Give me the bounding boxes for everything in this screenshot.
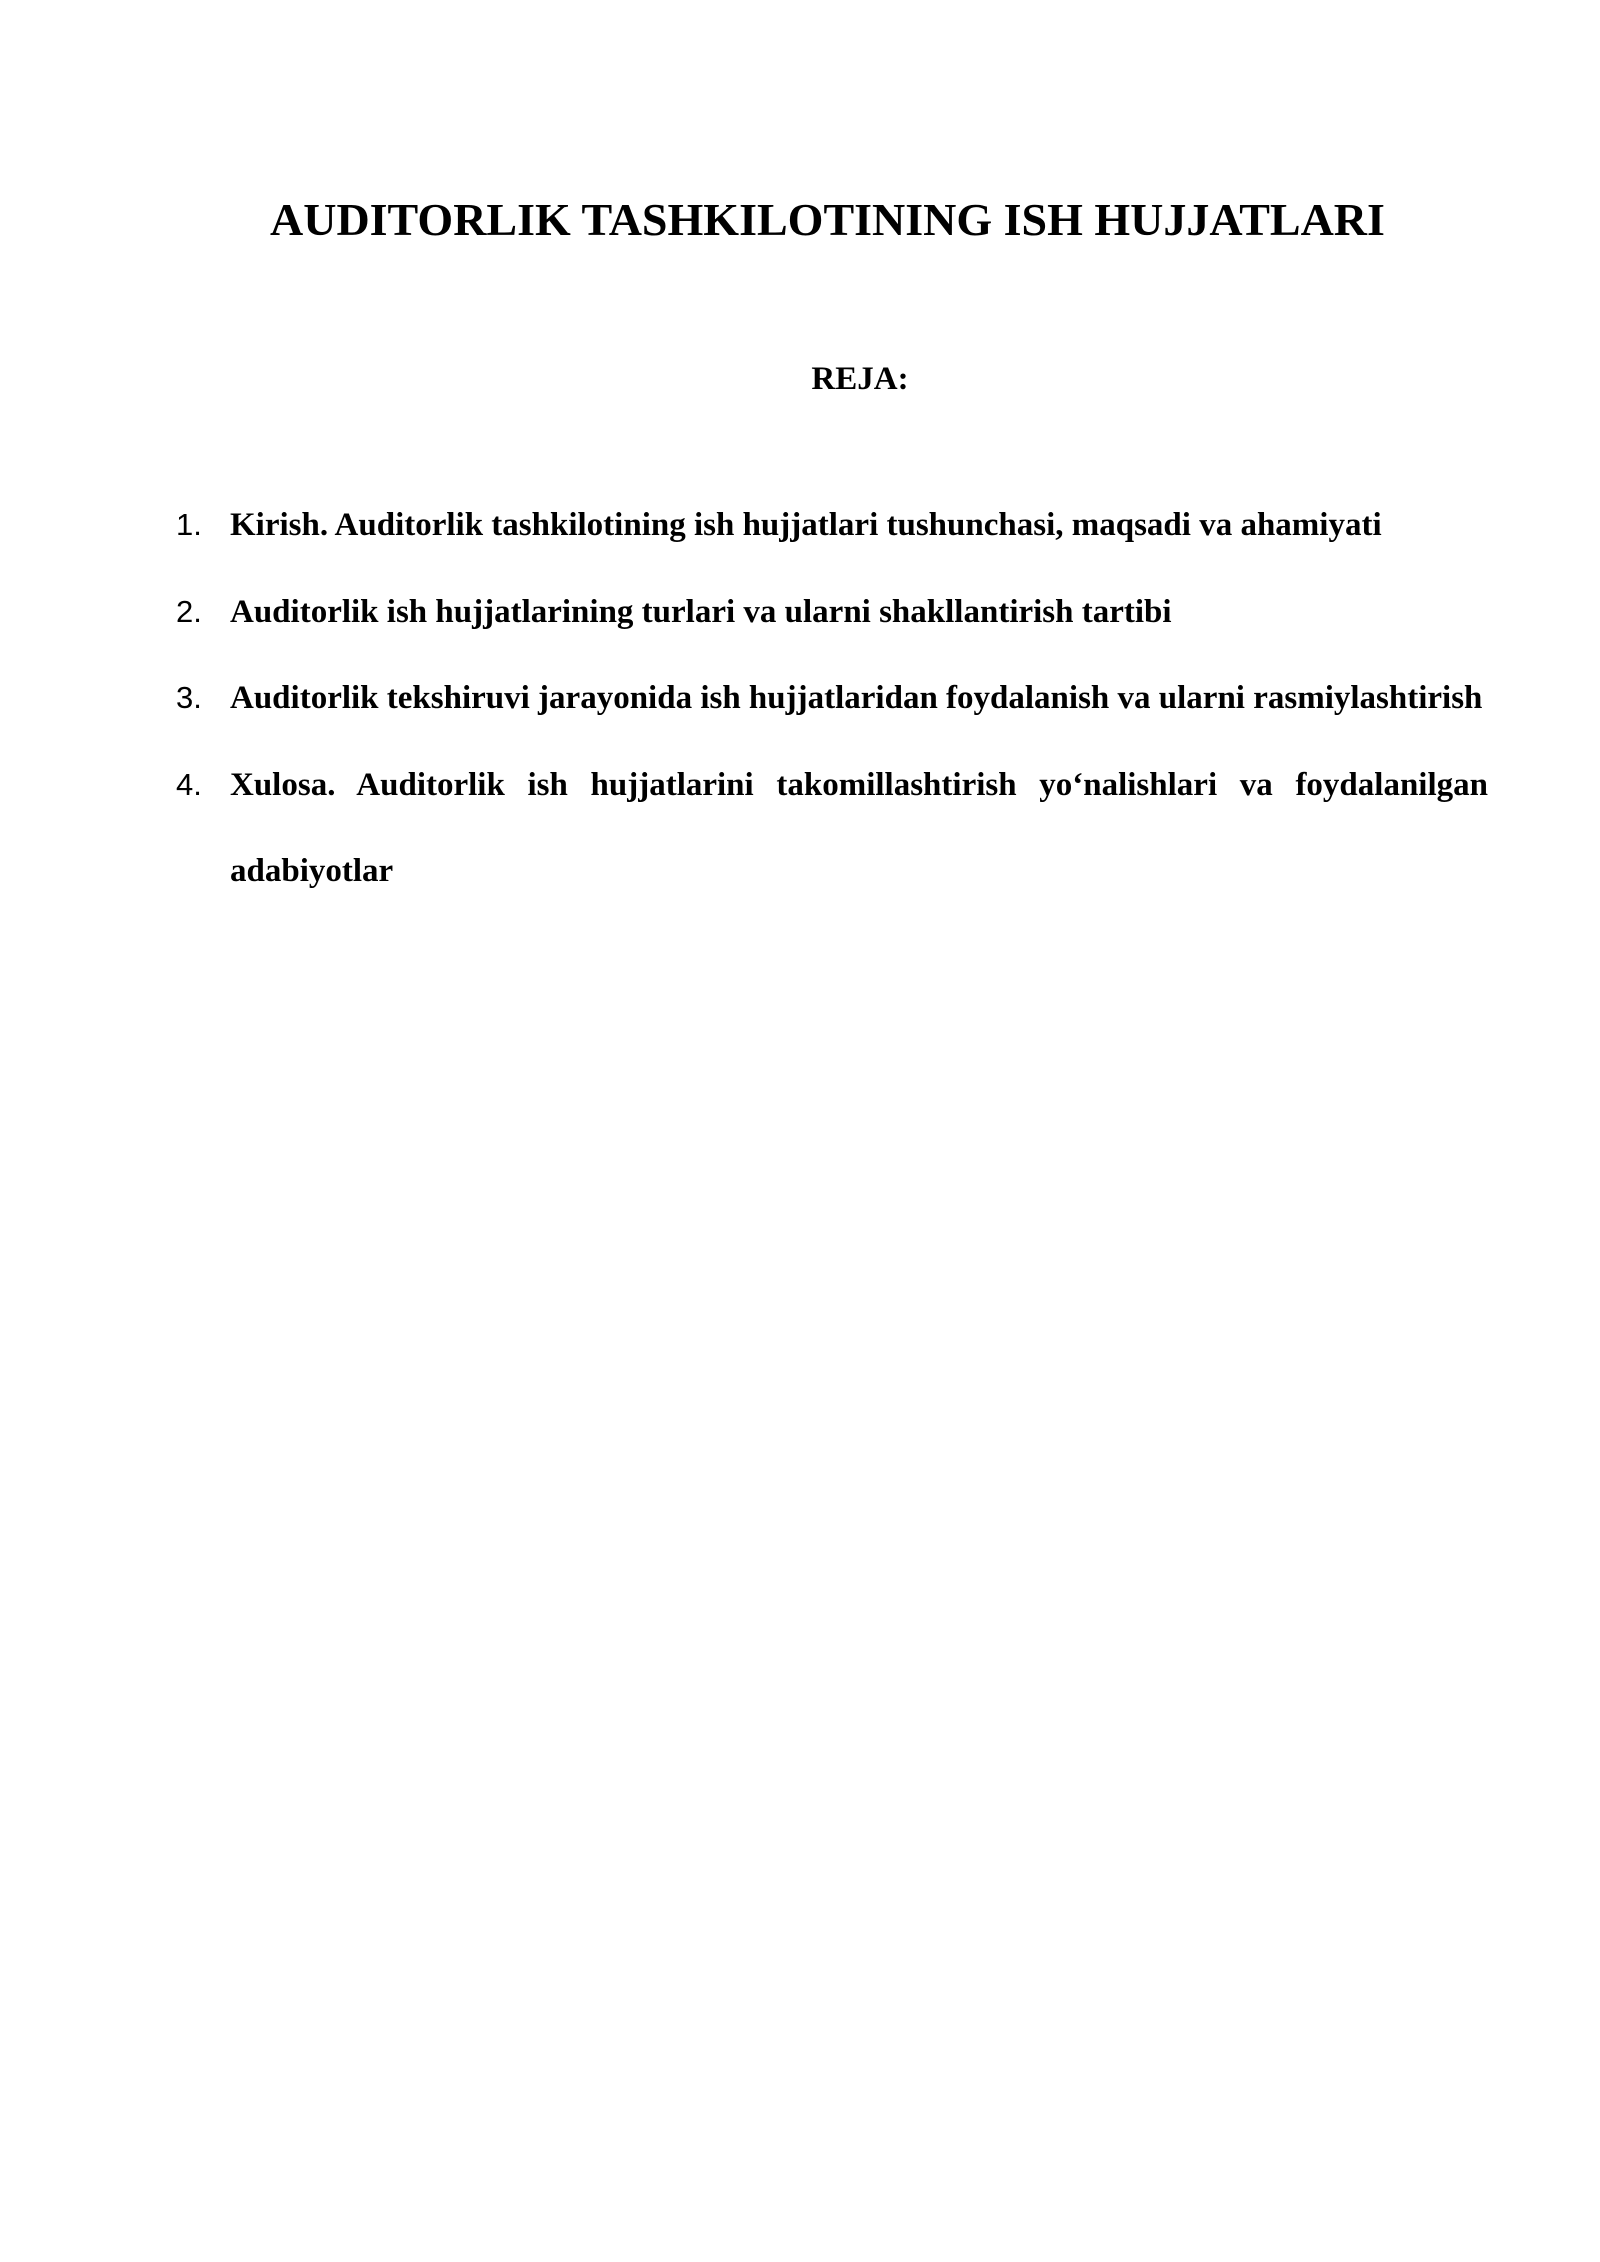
plan-list: [176, 482, 1488, 915]
plan-item: [176, 569, 1488, 656]
plan-item-number: 2.: [176, 593, 202, 629]
plan-heading: REJA:: [811, 361, 909, 397]
plan-item-number: 1.: [176, 507, 202, 542]
plan-item-number: 3.: [176, 680, 202, 715]
plan-item-text: Xulosa. Auditorlik ish hujjatlarini takomillashtirish yo‘nalishlari va foydalanilgan adabiyotlar: [230, 766, 1488, 889]
plan-item-text: Auditorlik ish hujjatlarining turlari va ularni shakllantirish tartibi: [230, 593, 1172, 630]
plan-item: [176, 482, 1488, 569]
plan-item-text: Auditorlik tekshiruvi jarayonida ish hujjatlaridan foydalanish va ularni rasmiylashtirish: [230, 680, 1483, 716]
plan-item-number: 4.: [176, 766, 202, 802]
document-title: AUDITORLIK TASHKILOTINING ISH HUJJATLARI: [270, 194, 1385, 245]
plan-item-text: Kirish. Auditorlik tashkilotining ish hujjatlari tushunchasi, maqsadi va ahamiyati: [230, 507, 1382, 543]
plan-item: [176, 655, 1488, 742]
plan-item: [176, 742, 1488, 915]
